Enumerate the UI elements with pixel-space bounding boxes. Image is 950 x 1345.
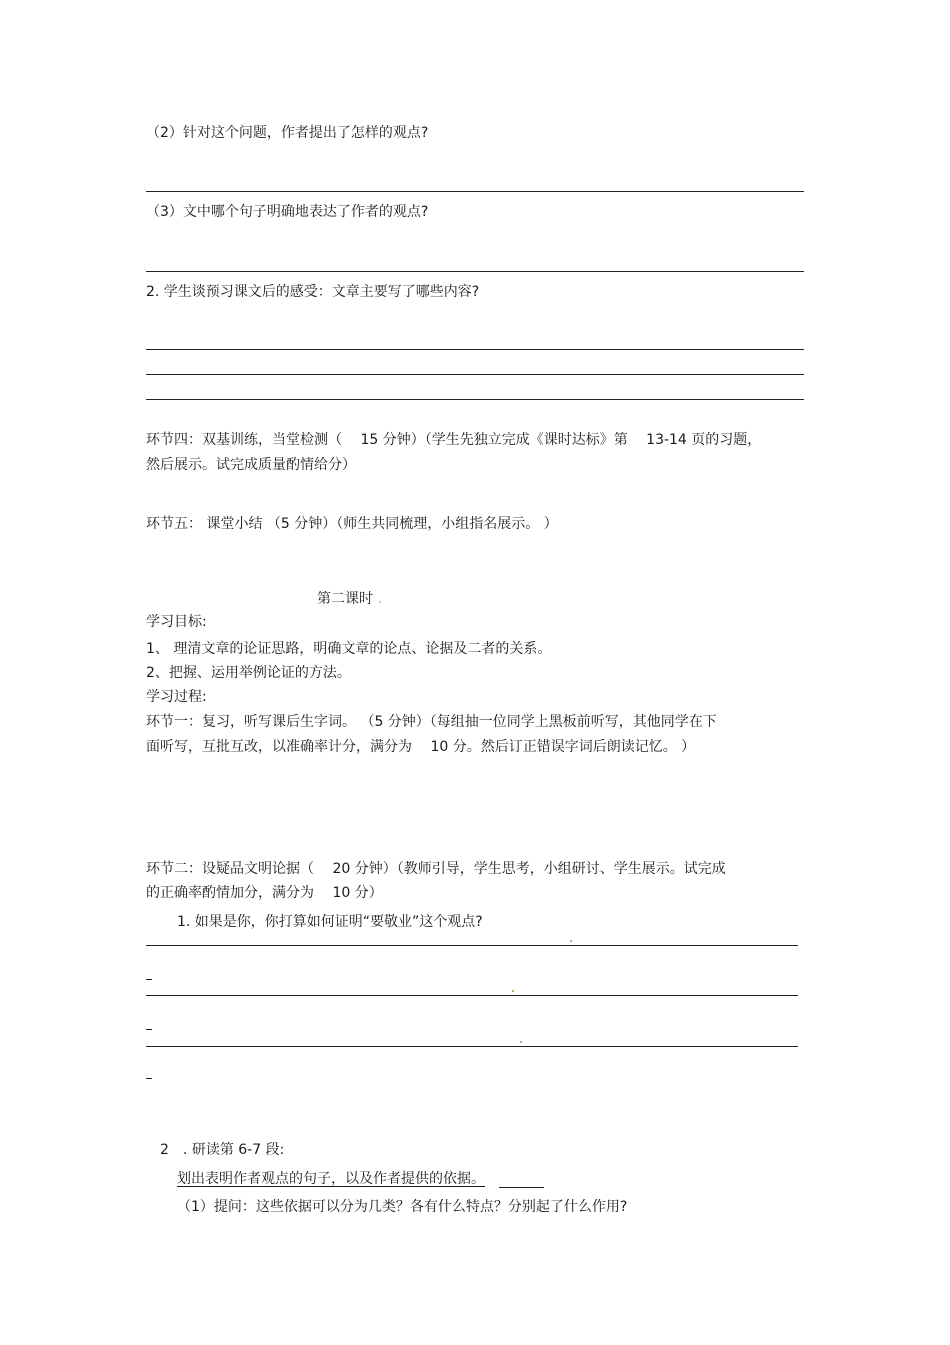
section-2-label: . 研读第 6-7 段: xyxy=(182,1142,285,1158)
goal-1: 1、 理清文章的论证思路，明确文章的论点、论据及二者的关系。 xyxy=(146,641,552,657)
step-5: 环节五： 课堂小结 （5 分钟）（师生共同梳理，小组指名展示。 ） xyxy=(146,516,558,532)
question-3: （3）文中哪个句子明确地表达了作者的观点? xyxy=(146,204,429,220)
question-2: （2）针对这个问题，作者提出了怎样的观点? xyxy=(146,125,429,141)
section-2-subquestion-1: （1）提问：这些依据可以分为几类？各有什么特点？分别起了什么作用? xyxy=(177,1199,628,1215)
answer-line xyxy=(146,399,804,400)
lesson-2-title-text: 第二课时 xyxy=(317,591,373,607)
answer-line xyxy=(146,374,804,375)
line-dash xyxy=(146,979,152,980)
line-dash xyxy=(146,1029,152,1030)
answer-line xyxy=(146,945,798,946)
step-4-line-1: 环节四：双基训练，当堂检测（ 15 分钟）（学生先独立完成《课时达标》第 13-14 页的习题， xyxy=(146,432,762,448)
step-1-line-2: 面听写，互批互改，以准确率计分，满分为 10 分。然后订正错误字词后朗读记忆。 ） xyxy=(146,739,696,755)
goals-heading: 学习目标: xyxy=(146,614,207,630)
section-2-heading xyxy=(160,1141,284,1159)
ink-speck xyxy=(570,940,572,942)
item-2-preview-feelings: 2. 学生谈预习课文后的感受：文章主要写了哪些内容? xyxy=(146,284,480,300)
section-2-number: 2 xyxy=(160,1142,169,1158)
step-1-line-1: 环节一：复习，听写课后生字词。 （5 分钟）（每组抽一位同学上黑板前听写，其他同学在下 xyxy=(146,714,717,730)
step-2-question-1: 1. 如果是你，你打算如何证明“要敬业”这个观点? xyxy=(177,914,483,930)
step-2-line-1: 环节二：设疑品文明论据（ 20 分钟）（教师引导，学生思考，小组研讨、学生展示。试完成 xyxy=(146,861,726,877)
answer-line xyxy=(146,995,798,996)
process-heading: 学习过程: xyxy=(146,689,207,705)
goal-2: 2、把握、运用举例论证的方法。 xyxy=(146,665,351,681)
ink-speck xyxy=(512,990,514,992)
step-2-line-2: 的正确率酌情加分，满分为 10 分） xyxy=(146,885,383,901)
lesson-2-title-dot: . xyxy=(377,591,382,607)
section-2-task: 划出表明作者观点的句子，以及作者提供的依据。 xyxy=(177,1171,485,1187)
ink-speck xyxy=(520,1041,522,1043)
answer-line xyxy=(146,271,804,272)
answer-line xyxy=(146,1046,798,1047)
line-dash xyxy=(146,1078,152,1079)
lesson-2-title xyxy=(317,590,382,608)
answer-line xyxy=(146,349,804,350)
step-4-line-2: 然后展示。试完成质量酌情给分） xyxy=(146,457,356,473)
task-underline-extension xyxy=(499,1187,544,1188)
answer-line xyxy=(146,191,804,192)
